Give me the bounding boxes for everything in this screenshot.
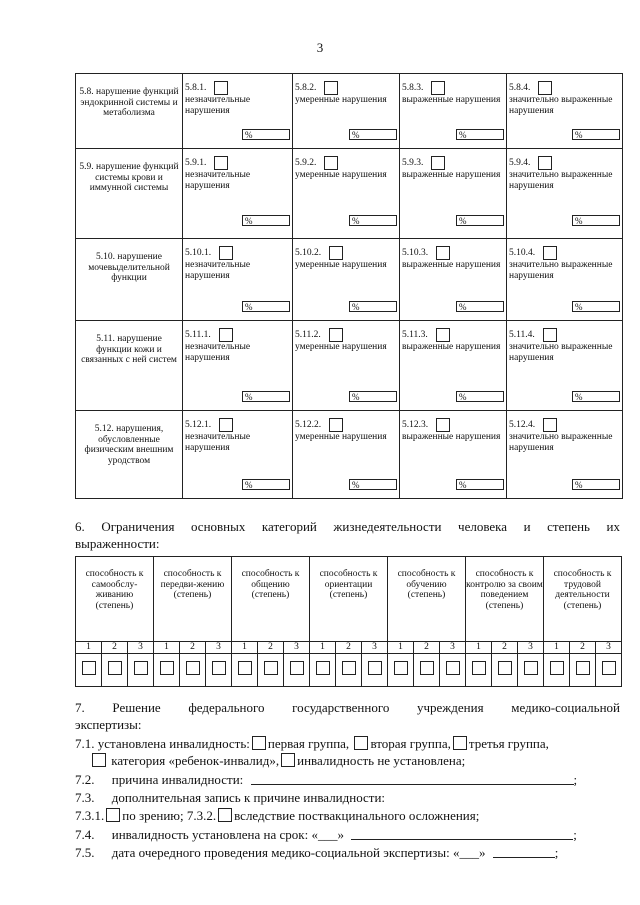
degree-cell xyxy=(388,654,414,687)
severity-checkbox[interactable] xyxy=(214,81,228,95)
degree-checkbox[interactable] xyxy=(238,661,252,675)
checkbox-group-3[interactable] xyxy=(453,736,467,750)
severity-checkbox[interactable] xyxy=(219,246,233,260)
severity-option xyxy=(400,321,507,411)
line-7-2 xyxy=(75,771,620,788)
severity-code: 5.12.3. xyxy=(402,420,429,431)
severity-label: значительно выраженные нарушения xyxy=(509,342,613,363)
severity-option xyxy=(293,74,400,149)
next-exam-date-field[interactable] xyxy=(493,845,555,858)
line-7-5-code: 7.5. xyxy=(75,845,95,860)
severity-code: 5.11.3. xyxy=(402,330,428,341)
line-7-4-code: 7.4. xyxy=(75,827,95,842)
label-not-established: инвалидность не установлена; xyxy=(297,753,466,768)
severity-checkbox[interactable] xyxy=(538,156,552,170)
function-name: 5.9. нарушение функций системы крови и иммунной системы xyxy=(76,149,183,239)
degree-cell xyxy=(154,654,180,687)
severity-option xyxy=(400,74,507,149)
severity-option xyxy=(400,411,507,499)
degree-number: 1 xyxy=(310,642,336,654)
severity-option xyxy=(183,239,293,321)
severity-label: умеренные нарушения xyxy=(295,342,387,352)
checkbox-child-disabled[interactable] xyxy=(92,753,106,767)
severity-label: значительно выраженные нарушения xyxy=(509,95,613,116)
severity-checkbox[interactable] xyxy=(538,81,552,95)
line-7-4 xyxy=(75,826,620,843)
percent-field[interactable]: % xyxy=(456,479,504,490)
severity-code: 5.9.2. xyxy=(295,158,317,169)
degree-cell xyxy=(102,654,128,687)
line-7-4-text: инвалидность установлена на срок: «___» xyxy=(111,827,344,842)
severity-label: выраженные нарушения xyxy=(402,260,501,270)
severity-option xyxy=(507,74,623,149)
line-7-3-text: дополнительная запись к причине инвалидности: xyxy=(111,790,386,805)
severity-label: незначительные нарушения xyxy=(185,432,251,453)
degree-checkbox[interactable] xyxy=(316,661,330,675)
percent-field[interactable]: % xyxy=(456,129,504,140)
severity-checkbox[interactable] xyxy=(329,246,343,260)
severity-option xyxy=(507,411,623,499)
severity-code: 5.8.3. xyxy=(402,83,424,94)
percent-field[interactable]: % xyxy=(572,301,620,312)
severity-code: 5.9.3. xyxy=(402,158,424,169)
degree-cell xyxy=(128,654,154,687)
degree-cell xyxy=(492,654,518,687)
severity-option xyxy=(183,321,293,411)
degree-number: 3 xyxy=(518,642,544,654)
severity-checkbox[interactable] xyxy=(543,418,557,432)
category-header: способность к самообслу-живанию (степень) xyxy=(76,557,154,642)
disability-cause-field[interactable] xyxy=(251,772,574,785)
percent-field[interactable]: % xyxy=(572,391,620,402)
percent-field[interactable]: % xyxy=(242,129,290,140)
severity-option xyxy=(293,239,400,321)
checkbox-group-1[interactable] xyxy=(252,736,266,750)
section7-heading-cont: экспертизы: xyxy=(75,717,142,732)
percent-field[interactable]: % xyxy=(242,479,290,490)
severity-code: 5.12.1. xyxy=(185,420,212,431)
severity-checkbox[interactable] xyxy=(214,156,228,170)
severity-code: 5.10.1. xyxy=(185,248,212,259)
degree-number: 2 xyxy=(102,642,128,654)
degree-cell xyxy=(232,654,258,687)
severity-option xyxy=(507,239,623,321)
disability-term-field[interactable] xyxy=(351,827,573,840)
degree-checkbox[interactable] xyxy=(186,661,200,675)
degree-cell xyxy=(440,654,466,687)
label-group-1: первая группа, xyxy=(267,736,350,751)
degree-checkbox[interactable] xyxy=(264,661,278,675)
impairment-table xyxy=(75,73,623,499)
function-name: 5.8. нарушение функций эндокринной системы и метаболизма xyxy=(76,74,183,149)
category-header: способность к контролю за своим поведением (степень) xyxy=(466,557,544,642)
severity-option xyxy=(293,411,400,499)
severity-label: выраженные нарушения xyxy=(402,170,501,180)
percent-field[interactable]: % xyxy=(349,479,397,490)
section6-heading: 6. Ограничения основных категорий жизнедеятельности человека и степень их xyxy=(75,519,620,534)
severity-label: значительно выраженные нарушения xyxy=(509,260,613,281)
severity-option xyxy=(507,321,623,411)
severity-checkbox[interactable] xyxy=(219,418,233,432)
label-vision: по зрению; xyxy=(122,808,184,823)
severity-label: выраженные нарушения xyxy=(402,95,501,105)
percent-field[interactable]: % xyxy=(572,129,620,140)
line-7-2-end: ; xyxy=(573,772,578,787)
degree-cell xyxy=(180,654,206,687)
degree-number: 1 xyxy=(466,642,492,654)
label-group-3: третья группа, xyxy=(468,736,549,751)
degree-checkbox[interactable] xyxy=(134,661,148,675)
severity-label: умеренные нарушения xyxy=(295,432,387,442)
percent-field[interactable]: % xyxy=(349,215,397,226)
impairment-row xyxy=(76,239,623,321)
category-header: способность к общению (степень) xyxy=(232,557,310,642)
severity-code: 5.9.4. xyxy=(509,158,531,169)
percent-field[interactable]: % xyxy=(242,391,290,402)
severity-checkbox[interactable] xyxy=(436,418,450,432)
degree-cell xyxy=(544,654,570,687)
line-7-1-prefix: 7.1. установлена инвалидность: xyxy=(75,736,250,751)
degree-number: 3 xyxy=(284,642,310,654)
severity-code: 5.10.2. xyxy=(295,248,322,259)
degree-number: 2 xyxy=(492,642,518,654)
impairment-row xyxy=(76,411,623,499)
degree-number: 3 xyxy=(206,642,232,654)
degree-cell xyxy=(466,654,492,687)
category-header: способность к обучению (степень) xyxy=(388,557,466,642)
severity-label: незначительные нарушения xyxy=(185,260,251,281)
severity-code: 5.8.1. xyxy=(185,83,207,94)
severity-code: 5.11.2. xyxy=(295,330,321,341)
degree-cell xyxy=(336,654,362,687)
impairment-row xyxy=(76,149,623,239)
line-7-4-end: ; xyxy=(573,827,577,842)
degree-number: 3 xyxy=(596,642,622,654)
severity-option xyxy=(400,149,507,239)
percent-field[interactable]: % xyxy=(456,301,504,312)
degree-checkbox[interactable] xyxy=(82,661,96,675)
checkbox-group-2[interactable] xyxy=(354,736,368,750)
degree-checkbox[interactable] xyxy=(108,661,122,675)
degree-checkbox[interactable] xyxy=(394,661,408,675)
severity-checkbox[interactable] xyxy=(324,156,338,170)
severity-checkbox[interactable] xyxy=(431,81,445,95)
severity-label: умеренные нарушения xyxy=(295,170,387,180)
severity-label: незначительные нарушения xyxy=(185,342,251,363)
category-header: способность к ориентации (степень) xyxy=(310,557,388,642)
severity-option xyxy=(507,149,623,239)
severity-checkbox[interactable] xyxy=(543,328,557,342)
percent-field[interactable]: % xyxy=(349,391,397,402)
severity-checkbox[interactable] xyxy=(431,156,445,170)
degree-cell xyxy=(570,654,596,687)
category-header: способность к трудовой деятельности (степень) xyxy=(544,557,622,642)
severity-code: 5.12.4. xyxy=(509,420,536,431)
degree-checkbox[interactable] xyxy=(550,661,564,675)
percent-field[interactable]: % xyxy=(242,301,290,312)
degree-checkbox[interactable] xyxy=(212,661,226,675)
percent-field[interactable]: % xyxy=(456,215,504,226)
percent-field[interactable]: % xyxy=(349,301,397,312)
degree-number: 1 xyxy=(544,642,570,654)
degree-cell xyxy=(310,654,336,687)
severity-code: 5.11.1. xyxy=(185,330,211,341)
severity-label: значительно выраженные нарушения xyxy=(509,432,613,453)
severity-checkbox[interactable] xyxy=(543,246,557,260)
degree-checkbox[interactable] xyxy=(498,661,512,675)
severity-code: 5.11.4. xyxy=(509,330,535,341)
degree-number: 2 xyxy=(570,642,596,654)
severity-label: незначительные нарушения xyxy=(185,170,251,191)
degree-number: 3 xyxy=(362,642,388,654)
degree-checkbox[interactable] xyxy=(472,661,486,675)
degree-checkbox[interactable] xyxy=(342,661,356,675)
severity-option xyxy=(183,411,293,499)
degree-number: 1 xyxy=(388,642,414,654)
degree-checkbox[interactable] xyxy=(446,661,460,675)
percent-field[interactable]: % xyxy=(242,215,290,226)
section7-heading: 7. Решение федерального государственного учреждения медико-социальной xyxy=(75,700,620,715)
severity-option xyxy=(293,321,400,411)
checkbox-post-vaccination[interactable] xyxy=(218,808,232,822)
degree-cell xyxy=(362,654,388,687)
severity-code: 5.8.4. xyxy=(509,83,531,94)
section6-heading-cont: выраженности: xyxy=(75,536,160,551)
severity-label: выраженные нарушения xyxy=(402,342,501,352)
percent-field[interactable]: % xyxy=(572,479,620,490)
degree-number: 1 xyxy=(76,642,102,654)
line-7-3-2-code: 7.3.2. xyxy=(186,808,217,823)
label-child-disabled: категория «ребенок-инвалид», xyxy=(111,753,280,768)
degree-checkbox[interactable] xyxy=(160,661,174,675)
severity-checkbox[interactable] xyxy=(329,328,343,342)
impairment-row xyxy=(76,74,623,149)
line-7-3-1 xyxy=(75,807,620,824)
line-7-5-text: дата очередного проведения медико-социальной экспертизы: «___» xyxy=(111,845,486,860)
severity-code: 5.10.4. xyxy=(509,248,536,259)
degree-checkbox[interactable] xyxy=(368,661,382,675)
severity-label: умеренные нарушения xyxy=(295,260,387,270)
label-post-vaccination: вследствие поствакцинального осложнения; xyxy=(234,808,480,823)
severity-checkbox[interactable] xyxy=(324,81,338,95)
severity-checkbox[interactable] xyxy=(329,418,343,432)
page-number: 3 xyxy=(316,40,324,55)
severity-option xyxy=(183,149,293,239)
function-name: 5.12. нарушения, обусловленные физическим внешним уродством xyxy=(76,411,183,499)
impairment-row xyxy=(76,321,623,411)
checkbox-vision[interactable] xyxy=(106,808,120,822)
function-name: 5.11. нарушение функции кожи и связанных с ней систем xyxy=(76,321,183,411)
severity-option xyxy=(293,149,400,239)
degree-checkbox[interactable] xyxy=(290,661,304,675)
percent-field[interactable]: % xyxy=(349,129,397,140)
severity-code: 5.8.2. xyxy=(295,83,317,94)
limitations-table xyxy=(75,556,622,687)
degree-cell xyxy=(596,654,622,687)
severity-code: 5.12.2. xyxy=(295,420,322,431)
percent-field[interactable]: % xyxy=(572,215,620,226)
function-name: 5.10. нарушение мочевыделительной функции xyxy=(76,239,183,321)
degree-number: 2 xyxy=(180,642,206,654)
severity-checkbox[interactable] xyxy=(436,246,450,260)
degree-number: 2 xyxy=(414,642,440,654)
degree-number: 1 xyxy=(232,642,258,654)
line-7-5-end: ; xyxy=(554,845,559,860)
line-7-5 xyxy=(75,844,620,861)
degree-checkbox[interactable] xyxy=(602,661,616,675)
degree-checkbox[interactable] xyxy=(524,661,538,675)
degree-number: 3 xyxy=(128,642,154,654)
line-7-1-cont xyxy=(90,752,635,769)
label-group-2: вторая группа, xyxy=(370,736,451,751)
severity-code: 5.9.1. xyxy=(185,158,207,169)
degree-number: 1 xyxy=(154,642,180,654)
line-7-3 xyxy=(75,789,620,806)
degree-cell xyxy=(258,654,284,687)
severity-label: выраженные нарушения xyxy=(402,432,501,442)
severity-option xyxy=(400,239,507,321)
degree-number: 2 xyxy=(336,642,362,654)
degree-cell xyxy=(76,654,102,687)
degree-checkbox[interactable] xyxy=(576,661,590,675)
severity-checkbox[interactable] xyxy=(219,328,233,342)
degree-cell xyxy=(206,654,232,687)
degree-number: 3 xyxy=(440,642,466,654)
percent-field[interactable]: % xyxy=(456,391,504,402)
line-7-3-1-code: 7.3.1. xyxy=(75,808,105,823)
degree-cell xyxy=(414,654,440,687)
category-header: способность к передви-жению (степень) xyxy=(154,557,232,642)
severity-label: незначительные нарушения xyxy=(185,95,251,116)
severity-option xyxy=(183,74,293,149)
degree-cell xyxy=(518,654,544,687)
degree-checkbox[interactable] xyxy=(420,661,434,675)
line-7-3-code: 7.3. xyxy=(75,790,95,805)
checkbox-not-established[interactable] xyxy=(281,753,295,767)
line-7-1 xyxy=(75,735,620,752)
degree-cell xyxy=(284,654,310,687)
severity-label: умеренные нарушения xyxy=(295,95,387,105)
severity-label: значительно выраженные нарушения xyxy=(509,170,613,191)
line-7-2-text: причина инвалидности: xyxy=(111,772,244,787)
line-7-2-code: 7.2. xyxy=(75,772,95,787)
severity-checkbox[interactable] xyxy=(436,328,450,342)
degree-number: 2 xyxy=(258,642,284,654)
severity-code: 5.10.3. xyxy=(402,248,429,259)
